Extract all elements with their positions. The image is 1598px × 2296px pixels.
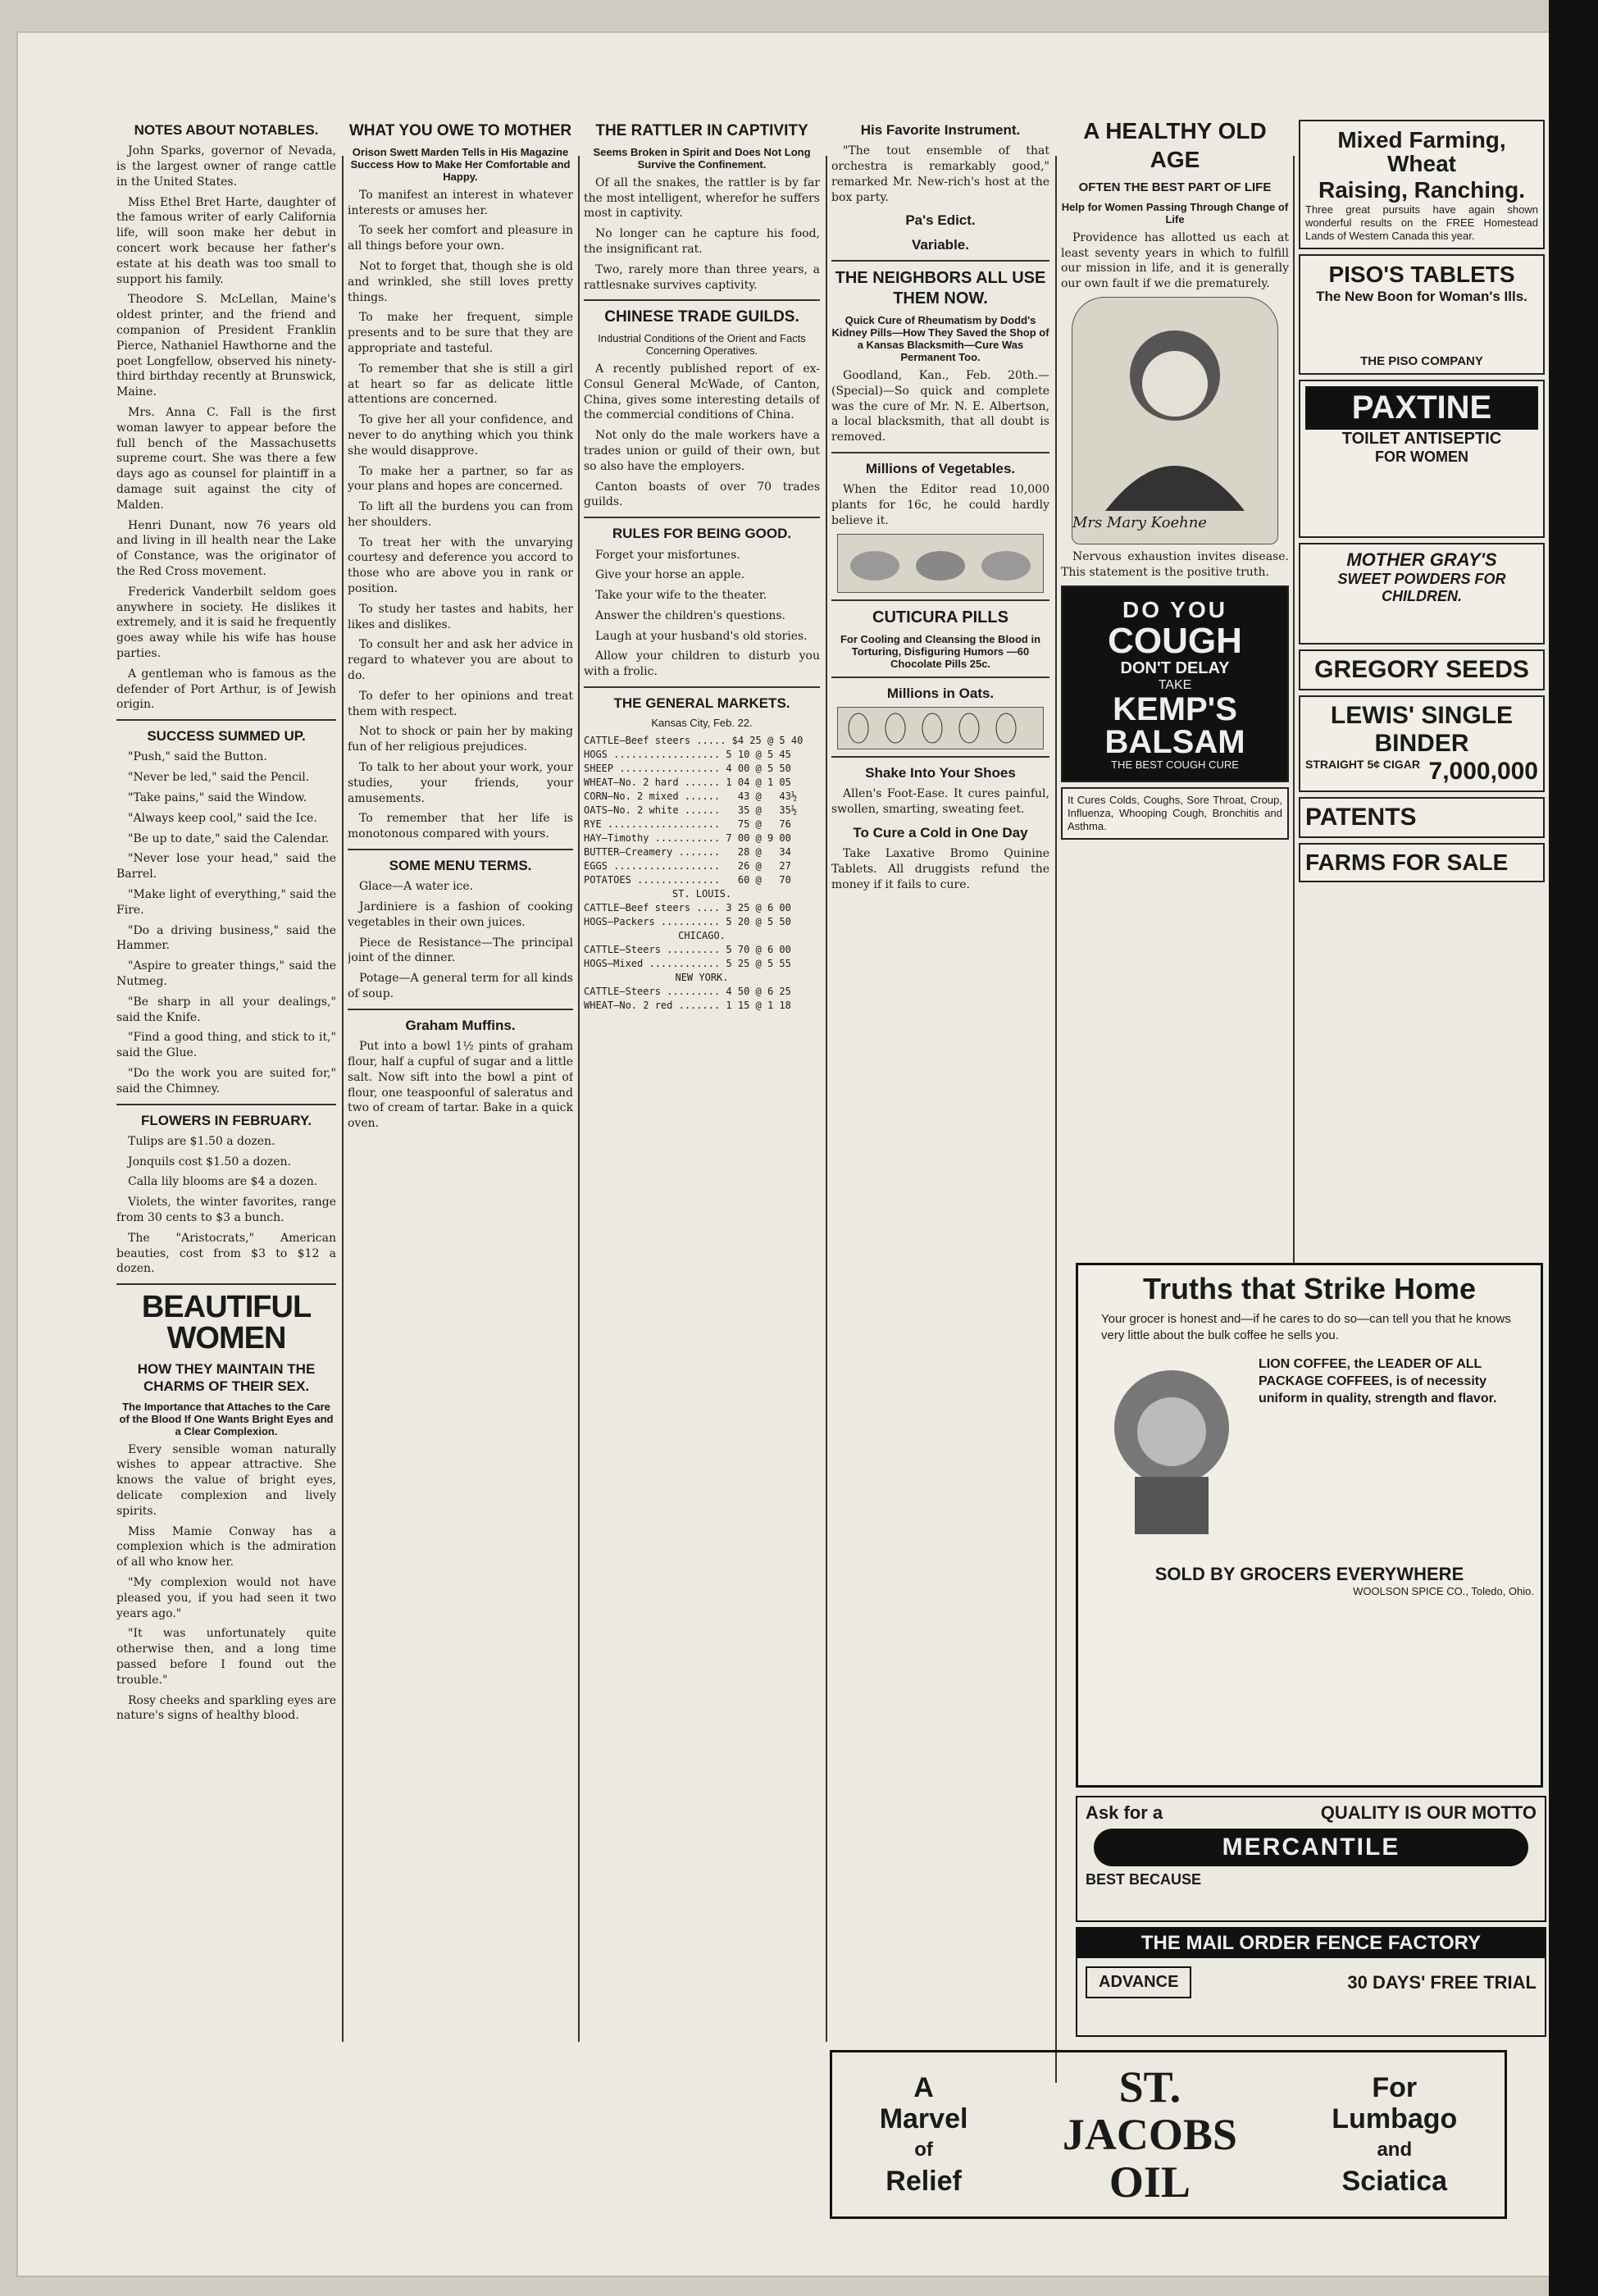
cold-text: Take Laxative Bromo Quinine Tablets. All druggists refund the money if it fails to cure.	[831, 846, 1049, 891]
market-row: HAY—Timothy ........... 7 00 @ 9 00	[584, 832, 791, 845]
oats-title: Millions in Oats.	[886, 685, 995, 701]
merc-2: QUALITY IS OUR MOTTO	[1320, 1802, 1537, 1823]
mother-item: To remember that she is still a girl at heart so far as delicate little attentions are concerned.	[348, 362, 573, 407]
muffins-text: Put into a bowl 1½ pints of graham flour, half a cupful of sugar and a little salt. Now sift into the bowl a pint of flour, one teaspoonful of saleratus and two of cream of tartar. Bake in a quick oven.	[348, 1040, 573, 1131]
healthy-text2: Nervous exhaustion invites disease. This statement is the positive truth.	[1061, 549, 1289, 579]
menu-item: Jardiniere is a fashion of cooking vegetables in their own juices.	[348, 900, 573, 929]
rattler-sub: Seems Broken in Spirit and Does Not Long Survive the Confinement.	[593, 145, 811, 171]
success-item: "Make light of everything," said the Fire.	[116, 887, 336, 917]
edict-title: Pa's Edict.	[905, 212, 976, 229]
mother-item: To manifest an interest in whatever interests or amuses her.	[348, 188, 573, 217]
column-3	[584, 115, 820, 2165]
market-row: CATTLE—Steers ......... 5 70 @ 6 00	[584, 944, 791, 956]
ad-left-line: of	[914, 2139, 933, 2161]
veg-title: Millions of Vegetables.	[865, 460, 1016, 476]
flowers-item: Violets, the winter favorites, range from 30 cents to $3 a bunch.	[116, 1196, 336, 1224]
ad-right	[1332, 2072, 1457, 2197]
beautiful-women-sub: HOW THEY MAINTAIN THE CHARMS OF THEIR SEX.	[137, 1361, 316, 1395]
healthy-text: Providence has allotted us each at least seventy years in which to fulfill our mission in life, and it is generally our own fault if we die prematurely.	[1061, 230, 1289, 291]
success-item: "Push," said the Button.	[128, 750, 267, 764]
kemp-line: TAKE	[1158, 677, 1192, 692]
flowers-item: Calla lily blooms are $4 a dozen.	[128, 1175, 318, 1189]
market-row: HOGS .................. 5 10 @ 5 45	[584, 749, 791, 761]
piso-1: PISO'S TABLETS	[1328, 262, 1515, 288]
pax-2: TOILET ANTISEPTIC	[1341, 429, 1502, 448]
paxtine-ad	[1299, 380, 1545, 538]
piso-3: THE PISO COMPANY	[1360, 353, 1483, 368]
ad-left-line: Relief	[886, 2166, 962, 2197]
merc-1: Ask for a	[1086, 1802, 1163, 1823]
mother-title: WHAT YOU OWE TO MOTHER	[348, 122, 572, 139]
lion-text: Your grocer is honest and—if he cares to do so—can tell you that he knows very little about the bulk coffee he sells you.	[1101, 1312, 1511, 1342]
market-city: CHICAGO.	[678, 930, 726, 942]
success-item: "Never lose your head," said the Barrel.	[116, 852, 336, 882]
success-item: "Be up to date," said the Calendar.	[128, 831, 330, 845]
ad-right-line: For	[1372, 2072, 1418, 2103]
market-row: HOGS—Packers .......... 5 20 @ 5 50	[584, 916, 791, 928]
market-row: POTATOES .............. 60 @ 70	[584, 874, 791, 886]
mercantile-ad	[1076, 1796, 1546, 1922]
fence-ad	[1076, 1927, 1546, 2037]
grain-icon	[838, 708, 1043, 749]
market-row: EGGS .................. 26 @ 27	[584, 860, 791, 872]
lewis-3: 7,000,000	[1428, 757, 1538, 785]
menu-title: SOME MENU TERMS.	[389, 858, 532, 874]
farming-ad	[1299, 120, 1545, 249]
instrument-text: "The tout ensemble of that orchestra is remarkably good," remarked Mr. New-rich's host at the box party.	[831, 144, 1049, 204]
chinese-item: A recently published report of ex-Consul General McWade, of Canton, China, gives some interesting details of the commercial conditions of China.	[584, 362, 820, 422]
rules-item: Take your wife to the theater.	[595, 589, 767, 603]
column-rule	[1055, 156, 1057, 2083]
divider	[584, 299, 820, 301]
kemp-line: COUGH	[1108, 620, 1242, 661]
rules-item: Allow your children to disturb you with a frolic.	[584, 649, 820, 679]
rattler-item: No longer can he capture his food, the insignificant rat.	[584, 227, 820, 256]
rattler-item: Of all the snakes, the rattler is by far the most intelligent, wherefor he suffers most in captivity.	[584, 175, 820, 221]
gray-2: SWEET POWDERS FOR CHILDREN.	[1337, 570, 1506, 604]
variable-title: Variable.	[912, 236, 969, 253]
beautiful-item: "My complexion would not have pleased you, if you had seen it two years ago."	[116, 1576, 336, 1620]
market-row: SHEEP ................. 4 00 @ 5 50	[584, 763, 791, 775]
mother-sub: Orison Swett Marden Tells in His Magazine Success How to Make Her Comfortable and Happy.	[350, 145, 571, 183]
farms-ad: FARMS FOR SALE	[1299, 843, 1545, 882]
ad-right-line: Sciatica	[1341, 2166, 1448, 2197]
gray-1: MOTHER GRAY'S	[1346, 549, 1497, 570]
piso-ad	[1299, 254, 1545, 374]
ad-left-line: A	[913, 2072, 934, 2103]
mother-item: To talk to her about your work, your studies, your friends, your amusements.	[348, 761, 573, 805]
rules-item: Give your horse an apple.	[595, 568, 745, 582]
turnip-icon	[838, 535, 1043, 592]
divider	[831, 756, 1049, 758]
instrument-title: His Favorite Instrument.	[860, 122, 1021, 138]
ad-left-line: Marvel	[879, 2103, 968, 2134]
success-item: "Do a driving business," said the Hammer.	[116, 923, 336, 953]
neighbors-text: Goodland, Kan., Feb. 20th.—(Special)—So quick and complete was the cure of Mr. N. E. Albertson, a local blacksmith, that all doubt is removed.	[831, 368, 1049, 444]
beautiful-women-title: BEAUTIFUL WOMEN	[141, 1290, 312, 1356]
success-item: "Never be led," said the Pencil.	[128, 771, 310, 785]
chinese-item: Canton boasts of over 70 trades guilds.	[584, 480, 820, 509]
pax-1: PAXTINE	[1305, 386, 1538, 430]
beautiful-item: Miss Mamie Conway has a complexion which is the admiration of all who know her.	[116, 1524, 336, 1569]
beautiful-women-deck: The Importance that Attaches to the Care of the Blood If One Wants Bright Eyes and a Clear Complexion.	[119, 1400, 334, 1437]
menu-item: Piece de Resistance—The principal joint of the dinner.	[348, 936, 573, 965]
menu-item: Glace—A water ice.	[359, 880, 474, 894]
market-row: WHEAT—No. 2 hard ...... 1 04 @ 1 05	[584, 777, 791, 789]
mother-item: To make her a partner, so far as your plans and hopes are concerned.	[348, 464, 573, 494]
market-row: CORN—No. 2 mixed ...... 43 @ 43½	[584, 790, 798, 803]
lion-coffee-ad	[1076, 1263, 1543, 1788]
muffins-title: Graham Muffins.	[405, 1017, 516, 1033]
pax-3: FOR WOMEN	[1375, 448, 1468, 465]
farm-1: Mixed Farming, Wheat	[1337, 127, 1506, 177]
divider	[831, 452, 1049, 453]
kemp-line: DO YOU	[1122, 596, 1227, 622]
oats-illustration	[837, 707, 1044, 749]
merc-4: BEST BECAUSE	[1086, 1871, 1202, 1888]
shoes-text: Allen's Foot-Ease. It cures painful, swollen, smarting, sweating feet.	[831, 787, 1049, 816]
patents-ad: PATENTS	[1299, 797, 1545, 838]
column-rule	[826, 156, 827, 2042]
mother-item: To remember that her life is monotonous compared with yours.	[348, 812, 573, 841]
lion-title: Truths that Strike Home	[1142, 1272, 1477, 1305]
cuticura-sub: For Cooling and Cleansing the Blood in Torturing, Disfiguring Humors —60 Chocolate Pills 25c.	[840, 632, 1041, 670]
mother-gray-ad	[1299, 543, 1545, 645]
mother-item: To lift all the burdens you can from her shoulders.	[348, 500, 573, 529]
market-row: HOGS—Mixed ............ 5 25 @ 5 55	[584, 958, 791, 970]
market-row: WHEAT—No. 2 red ....... 1 15 @ 1 18	[584, 1000, 791, 1012]
rules-item: Answer the children's questions.	[595, 608, 785, 622]
divider	[348, 849, 573, 850]
fence-1: THE MAIL ORDER FENCE FACTORY	[1077, 1929, 1545, 1958]
flowers-item: Tulips are $1.50 a dozen.	[128, 1134, 275, 1148]
newspaper-page	[18, 33, 1568, 2276]
column-rule	[578, 156, 580, 2042]
success-title: SUCCESS SUMMED UP.	[147, 728, 306, 745]
shoes-title: Shake Into Your Shoes	[865, 764, 1016, 781]
ad-mid-line: OIL	[1109, 2157, 1191, 2207]
kemp-line: THE BEST COUGH CURE	[1111, 758, 1239, 771]
lewis-1: LEWIS' SINGLE BINDER	[1330, 701, 1514, 757]
lion-4: WOOLSON SPICE CO., Toledo, Ohio.	[1353, 1585, 1534, 1597]
market-row: BUTTER—Creamery ....... 28 @ 34	[584, 846, 791, 859]
healthy-title: A HEALTHY OLD AGE	[1083, 118, 1267, 172]
ad-mid	[1063, 2063, 1237, 2206]
success-item: "Find a good thing, and stick to it," said the Glue.	[116, 1031, 336, 1060]
neighbors-title: THE NEIGHBORS ALL USE THEM NOW.	[835, 268, 1046, 308]
cold-title: To Cure a Cold in One Day	[853, 824, 1028, 840]
healthy-sub2: Help for Women Passing Through Change of Life	[1061, 200, 1289, 226]
mother-item: To consult her and ask her advice in regard to whatever you are about to do.	[348, 638, 573, 683]
portrait-frame	[1072, 297, 1278, 544]
beautiful-item: Every sensible woman naturally wishes to appear attractive. She knows the value of bright eyes, delicate complexion and lively spirits.	[116, 1442, 336, 1518]
divider	[116, 1104, 336, 1105]
divider	[831, 599, 1049, 601]
market-row: RYE ................... 75 @ 76	[584, 818, 791, 831]
rattler-item: Two, rarely more than three years, a rattlesnake survives captivity.	[584, 262, 820, 292]
market-city: ST. LOUIS.	[672, 888, 732, 900]
fence-3: 30 DAYS' FREE TRIAL	[1347, 1971, 1537, 1993]
notables-item: Miss Ethel Bret Harte, daughter of the famous writer of early California life, will soon make her debut in concert work because her father's estate at his death was too small to support his family.	[116, 195, 336, 286]
ad-right-line: and	[1377, 2139, 1413, 2161]
chinese-item: Not only do the male workers have a trades union or guild of their own, but so also have the employers.	[584, 429, 820, 473]
column-6	[1299, 115, 1545, 1255]
flowers-item: The "Aristocrats," American beauties, cost from $3 to $12 a dozen.	[116, 1231, 336, 1276]
ad-mid-line: ST.	[1118, 2062, 1181, 2112]
page-edge-shadow	[1549, 0, 1598, 2296]
column-4	[831, 115, 1049, 2025]
notables-title: NOTES ABOUT NOTABLES.	[134, 122, 319, 138]
beautiful-item: Rosy cheeks and sparkling eyes are nature's signs of healthy blood.	[116, 1693, 336, 1723]
ad-left	[880, 2072, 968, 2197]
success-item: "Always keep cool," said the Ice.	[128, 811, 317, 825]
kemp-text: It Cures Colds, Coughs, Sore Throat, Croup, Influenza, Whooping Cough, Bronchitis and Asthma.	[1068, 793, 1282, 832]
mother-item: To defer to her opinions and treat them with respect.	[348, 689, 573, 718]
neighbors-sub: Quick Cure of Rheumatism by Dodd's Kidney Pills—How They Saved the Shop of a Kansas Blacksmith—Cure Was Permanent Too.	[831, 313, 1049, 363]
kemps-text-box	[1061, 787, 1289, 840]
portrait-icon	[1072, 298, 1277, 511]
vegetables-illustration	[837, 534, 1044, 593]
divider	[116, 1283, 336, 1285]
cuticura-title: CUTICURA PILLS	[872, 608, 1008, 626]
column-rule	[342, 156, 344, 2042]
divider	[116, 719, 336, 721]
notables-item: Mrs. Anna C. Fall is the first woman lawyer to appear before the full bench of the Massachusetts supreme court. She was there a few days ago as counsel for plaintiff in a damage suit against the city of Malden.	[116, 406, 336, 512]
column-1	[116, 115, 336, 2165]
success-item: "Do the work you are suited for," said the Chimney.	[116, 1066, 336, 1096]
kemp-line: KEMP'S	[1113, 690, 1237, 727]
flowers-title: FLOWERS IN FEBRUARY.	[140, 1112, 312, 1128]
veg-text: When the Editor read 10,000 plants for 16c, he could hardly believe it.	[831, 483, 1049, 527]
chinese-sub: Industrial Conditions of the Orient and Facts Concerning Operatives.	[598, 332, 806, 358]
fence-2: ADVANCE	[1086, 1966, 1191, 1998]
beautiful-item: "It was unfortunately quite otherwise then, and a long time passed before I found out the trouble."	[116, 1627, 336, 1687]
farm-3: Three great pursuits have again shown wonderful results on the FREE Homestead Lands of Western Canada this year.	[1305, 203, 1538, 243]
rattler-title: THE RATTLER IN CAPTIVITY	[595, 122, 808, 139]
rules-item: Laugh at your husband's old stories.	[595, 629, 808, 643]
notables-item: John Sparks, governor of Nevada, is the largest owner of range cattle in the United States.	[116, 144, 336, 189]
notables-item: Frederick Vanderbilt seldom goes anywhere in society. He dislikes it extremely, and it is said he frequently goes away while his wife has house parties.	[116, 585, 336, 660]
mother-item: To treat her with the unvarying courtesy and deference you accord to those who are above you in rank or position.	[348, 535, 573, 596]
chinese-title: CHINESE TRADE GUILDS.	[604, 308, 799, 326]
notables-item: A gentleman who is famous as the defender of Port Arthur, is of Jewish origin.	[116, 667, 336, 712]
market-row: OATS—No. 2 white ...... 35 @ 35½	[584, 804, 798, 817]
lion-2: LION COFFEE, the LEADER OF ALL PACKAGE COFFEES, is of necessity uniform in quality, strength and flavor.	[1259, 1357, 1497, 1405]
flowers-item: Jonquils cost $1.50 a dozen.	[128, 1155, 292, 1168]
kemp-line: BALSAM	[1104, 723, 1245, 760]
mother-item: To study her tastes and habits, her likes and dislikes.	[348, 602, 573, 631]
piso-2: The New Boon for Woman's Ills.	[1316, 288, 1527, 304]
rules-item: Forget your misfortunes.	[595, 548, 740, 562]
notables-item: Henri Dunant, now 76 years old and living in ill health near the Lake of Constance, was the originator of the Red Cross movement.	[116, 518, 336, 578]
healthy-sub: OFTEN THE BEST PART OF LIFE	[1078, 180, 1272, 194]
portrait-caption: Mrs Mary Koehne	[1072, 513, 1207, 531]
kemps-balsam-ad	[1061, 585, 1289, 782]
notables-item: Theodore S. McLellan, Maine's oldest printer, and the friend and companion of President Franklin Pierce, Nathaniel Hawthorne and the poet Longfellow, observed his ninety-third birthday recently at Brunswick, Maine.	[116, 293, 336, 399]
market-row: CATTLE—Beef steers .... 3 25 @ 6 00	[584, 902, 791, 914]
mother-item: Not to shock or pain her by making fun of her religious prejudices.	[348, 725, 573, 754]
mother-item: To give her all your confidence, and never to do anything which you think she would disapprove.	[348, 413, 573, 458]
ad-mid-line: JACOBS	[1062, 2110, 1237, 2159]
divider	[584, 517, 820, 518]
menu-item: Potage—A general term for all kinds of soup.	[348, 972, 573, 1001]
lewis-ad	[1299, 695, 1545, 792]
column-2	[348, 115, 573, 2165]
farm-2: Raising, Ranching.	[1318, 176, 1526, 203]
kemp-line: DON'T DELAY	[1120, 658, 1230, 677]
divider	[348, 1009, 573, 1010]
divider	[584, 686, 820, 688]
gregory-ad: GREGORY SEEDS	[1299, 649, 1545, 690]
market-row: CATTLE—Steers ......... 4 50 @ 6 25	[584, 986, 791, 998]
rules-title: RULES FOR BEING GOOD.	[612, 526, 792, 542]
success-item: "Be sharp in all your dealings," said the Knife.	[116, 995, 336, 1024]
divider	[831, 676, 1049, 678]
divider	[831, 260, 1049, 262]
success-item: "Take pains," said the Window.	[128, 790, 307, 804]
success-item: "Aspire to greater things," said the Nutmeg.	[116, 959, 336, 988]
markets-title: THE GENERAL MARKETS.	[613, 695, 790, 712]
lewis-2: STRAIGHT 5¢ CIGAR	[1305, 757, 1421, 771]
st-jacobs-oil-ad	[830, 2050, 1507, 2219]
mother-item: Not to forget that, though she is old and wrinkled, she still loves pretty things.	[348, 259, 573, 304]
ad-right-line: Lumbago	[1332, 2103, 1458, 2134]
market-row: CATTLE—Beef steers ..... $4 25 @ 5 40	[584, 735, 804, 747]
market-city: NEW YORK.	[675, 972, 729, 984]
merc-3: MERCANTILE	[1094, 1829, 1528, 1866]
markets-sub: Kansas City, Feb. 22.	[651, 717, 753, 730]
mother-item: To seek her comfort and pleasure in all things before your own.	[348, 224, 573, 253]
mother-item: To make her frequent, simple presents and to be sure that they are appropriate and tasteful.	[348, 311, 573, 355]
lion-icon	[1090, 1354, 1254, 1542]
lion-3: SOLD BY GROCERS EVERYWHERE	[1154, 1564, 1464, 1584]
